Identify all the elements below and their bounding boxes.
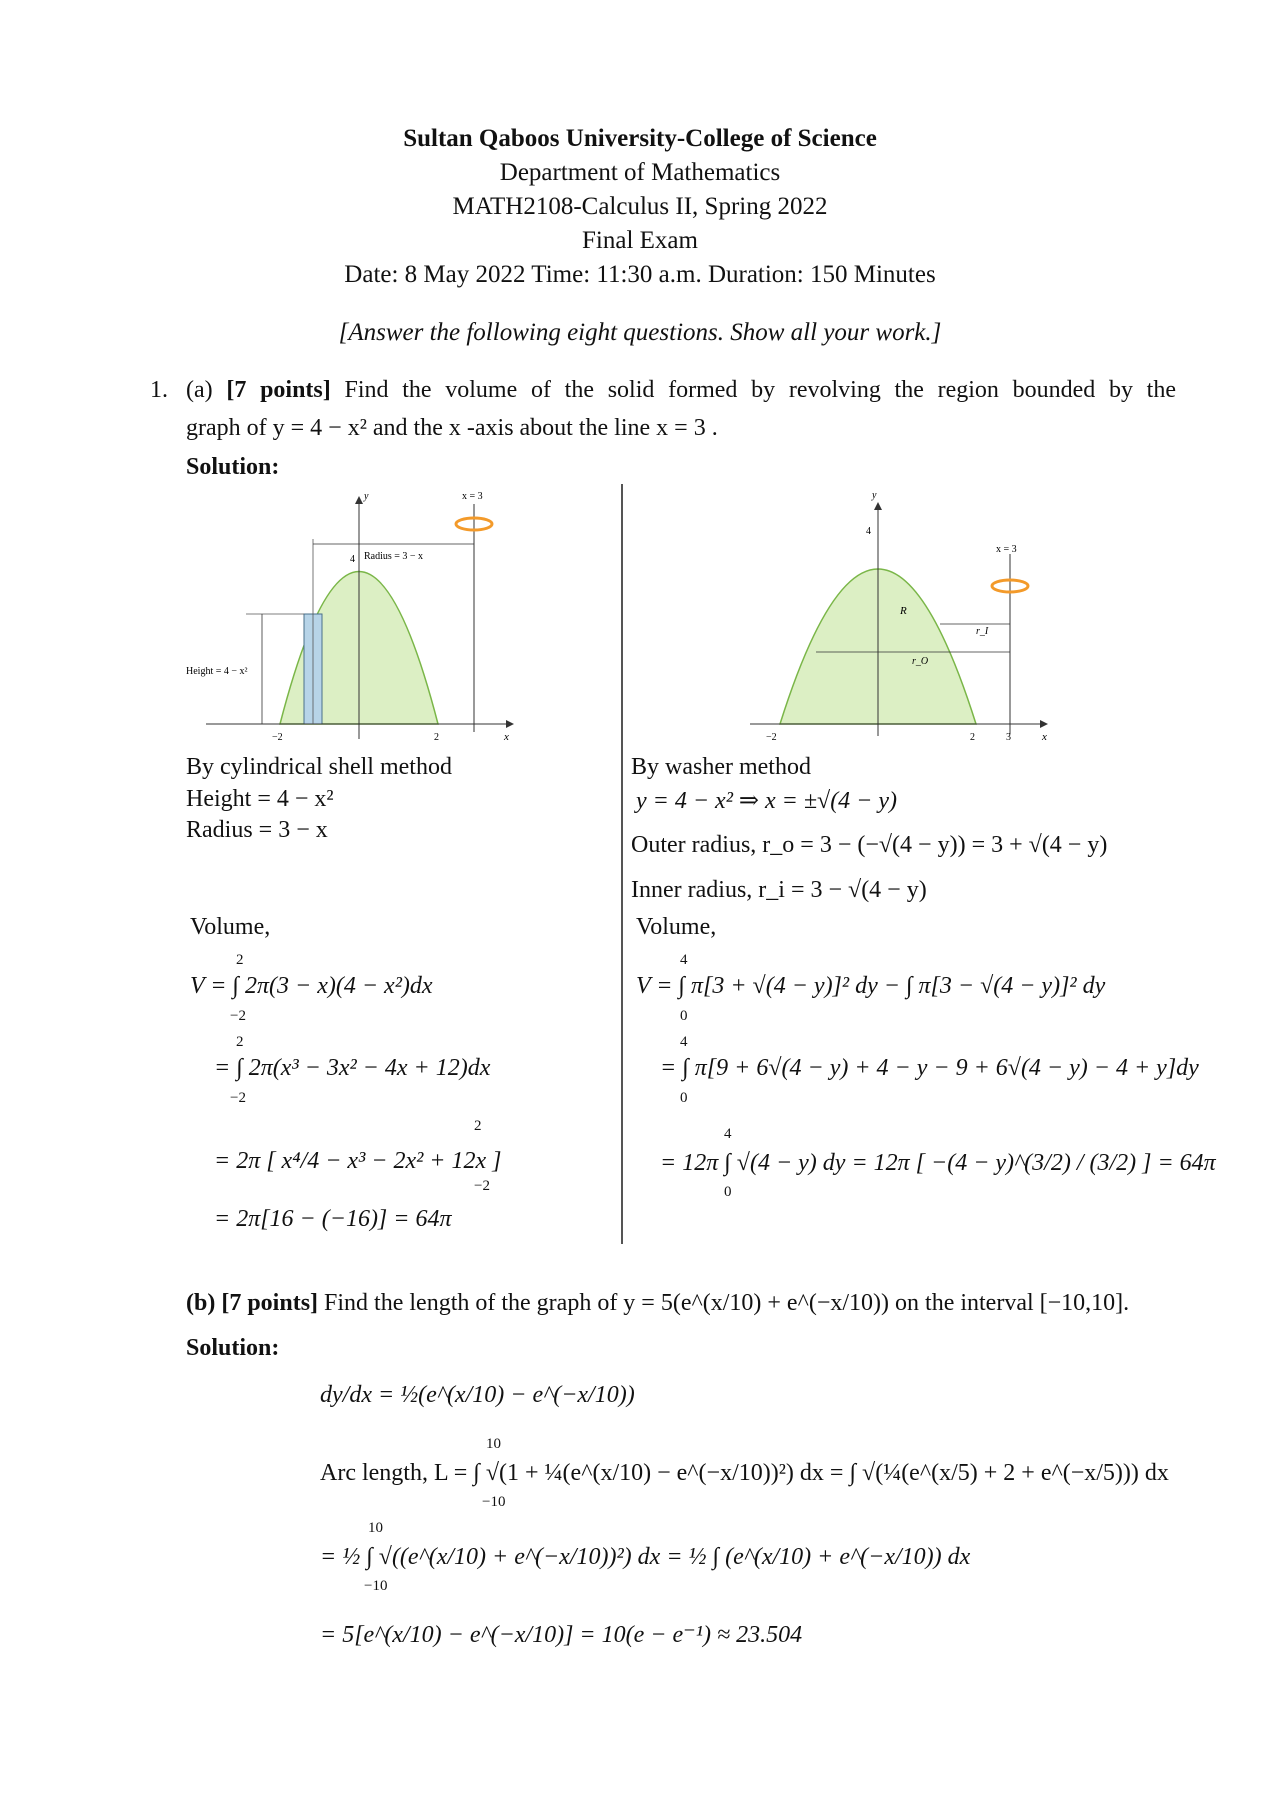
part-a-text-2: graph of y = 4 − x² and the x -axis about the line x = 3 . xyxy=(186,415,718,441)
shell-method-figure xyxy=(186,484,521,744)
question-1b xyxy=(186,1288,1129,1318)
washer-outer-radius: Outer radius, r_o = 3 − (−√(4 − y)) = 3 + √(4 − y) xyxy=(631,832,1108,858)
y-axis-arrow xyxy=(874,502,882,510)
solution-label-b: Solution: xyxy=(186,1335,280,1361)
exam-title: Final Exam xyxy=(582,227,698,254)
shell-radius: Radius = 3 − x xyxy=(186,817,328,843)
shell-volume-step-3: = 2π [ x⁴/4 − x³ − 2x² + 12x ] xyxy=(214,1148,502,1174)
washer-v3-upper-limit: 4 xyxy=(724,1126,732,1142)
washer-volume-step-2: = ∫ π[9 + 6√(4 − y) + 4 − y − 9 + 6√(4 − y) − 4 + y]dy xyxy=(660,1055,1199,1081)
part-b-label: (b) xyxy=(186,1290,216,1316)
shell-height: Height = 4 − x² xyxy=(186,786,334,812)
shell-volume-label: Volume, xyxy=(190,914,271,940)
shell-v3-upper-limit: 2 xyxy=(474,1118,482,1134)
exam-datetime: Date: 8 May 2022 Time: 11:30 a.m. Duration: 150 Minutes xyxy=(344,261,936,288)
part-a-label: (a) xyxy=(186,377,213,403)
department-title: Department of Mathematics xyxy=(499,159,781,186)
arc-length-step-1: Arc length, L = ∫ √(1 + ¼(e^(x/10) − e^(−x/10))²) dx = ∫ √(¼(e^(x/5) + 2 + e^(−x/5))) dx xyxy=(320,1460,1169,1486)
arc-length-step-2: = ½ ∫ √((e^(x/10) + e^(−x/10))²) dx = ½ ∫ (e^(x/10) + e^(−x/10)) dx xyxy=(320,1544,971,1570)
part-b-points: [7 points] xyxy=(221,1290,319,1316)
washer-v1-upper-limit: 4 xyxy=(680,952,688,968)
washer-method-title: By washer method xyxy=(631,754,811,780)
washer-inner-radius: Inner radius, r_i = 3 − √(4 − y) xyxy=(631,877,927,903)
washer-volume-step-3: = 12π ∫ √(4 − y) dy = 12π [ −(4 − y)^(3/2) / (3/2) ] = 64π xyxy=(660,1150,1216,1176)
tick-2: 2 xyxy=(970,732,975,743)
shell-volume-result: = 2π[16 − (−16)] = 64π xyxy=(214,1206,452,1232)
shell-v1-lower-limit: −2 xyxy=(230,1008,246,1024)
tick-2: 2 xyxy=(434,732,439,743)
arc-step-2-lower-limit: −10 xyxy=(364,1578,388,1594)
arc-derivative: dy/dx = ½(e^(x/10) − e^(−x/10)) xyxy=(320,1382,635,1408)
washer-v3-lower-limit: 0 xyxy=(724,1184,732,1200)
x-axis-arrow xyxy=(506,720,514,728)
y-axis-label: y xyxy=(364,491,369,502)
washer-v1-lower-limit: 0 xyxy=(680,1008,688,1024)
shell-volume-step-2: = ∫ 2π(x³ − 3x² − 4x + 12)dx xyxy=(214,1055,491,1081)
arc-step-1-upper-limit: 10 xyxy=(486,1436,501,1452)
column-divider xyxy=(621,484,623,1244)
tick-minus-2: −2 xyxy=(766,732,777,743)
shell-method-title: By cylindrical shell method xyxy=(186,754,452,780)
arc-step-2-upper-limit: 10 xyxy=(368,1520,383,1536)
exam-instructions: [Answer the following eight questions. Show all your work.] xyxy=(338,319,942,346)
y-axis-label: y xyxy=(872,490,877,501)
line-x3-label: x = 3 xyxy=(462,491,483,502)
tick-4: 4 xyxy=(866,526,871,537)
line-x3-label: x = 3 xyxy=(996,544,1017,555)
shell-v1-upper-limit: 2 xyxy=(236,952,244,968)
x-axis-label: x xyxy=(504,731,509,743)
region-label: R xyxy=(900,605,907,617)
radius-label: Radius = 3 − x xyxy=(364,551,424,562)
shell-v3-lower-limit: −2 xyxy=(474,1178,490,1194)
inner-radius-label: r_I xyxy=(976,626,989,637)
x-axis-arrow xyxy=(1040,720,1048,728)
university-title: Sultan Qaboos University-College of Science xyxy=(403,125,877,152)
arc-length-result: = 5[e^(x/10) − e^(−x/10)] = 10(e − e⁻¹) ≈ 23.504 xyxy=(320,1622,803,1648)
shell-v2-lower-limit: −2 xyxy=(230,1090,246,1106)
part-a-points: [7 points] xyxy=(226,377,331,403)
washer-method-figure xyxy=(740,484,1060,744)
tick-minus-2: −2 xyxy=(272,732,283,743)
shell-v2-upper-limit: 2 xyxy=(236,1034,244,1050)
course-title: MATH2108-Calculus II, Spring 2022 xyxy=(452,193,828,220)
outer-radius-label: r_O xyxy=(912,656,929,667)
shell-volume-step-1: V = ∫ 2π(3 − x)(4 − x²)dx xyxy=(190,973,433,999)
height-label: Height = 4 − x² xyxy=(186,666,248,677)
x-axis-label: x xyxy=(1042,731,1047,743)
part-b-text: Find the length of the graph of y = 5(e^(x/10) + e^(−x/10)) on the interval [−10,10]. xyxy=(324,1290,1130,1316)
y-axis-arrow xyxy=(355,496,363,504)
tick-4: 4 xyxy=(350,554,355,565)
tick-3: 3 xyxy=(1006,732,1011,743)
solution-label-a: Solution: xyxy=(186,454,280,480)
question-number: 1. xyxy=(150,377,168,403)
washer-volume-label: Volume, xyxy=(636,914,717,940)
question-1a-line1 xyxy=(186,375,1176,405)
arc-step-1-lower-limit: −10 xyxy=(482,1494,506,1510)
washer-equation: y = 4 − x² ⇒ x = ±√(4 − y) xyxy=(636,788,898,814)
washer-v2-lower-limit: 0 xyxy=(680,1090,688,1106)
washer-volume-step-1: V = ∫ π[3 + √(4 − y)]² dy − ∫ π[3 − √(4 − y)]² dy xyxy=(636,973,1106,999)
part-a-text-1: Find the volume of the solid formed by revolving the region bounded by the xyxy=(344,377,1177,403)
washer-v2-upper-limit: 4 xyxy=(680,1034,688,1050)
